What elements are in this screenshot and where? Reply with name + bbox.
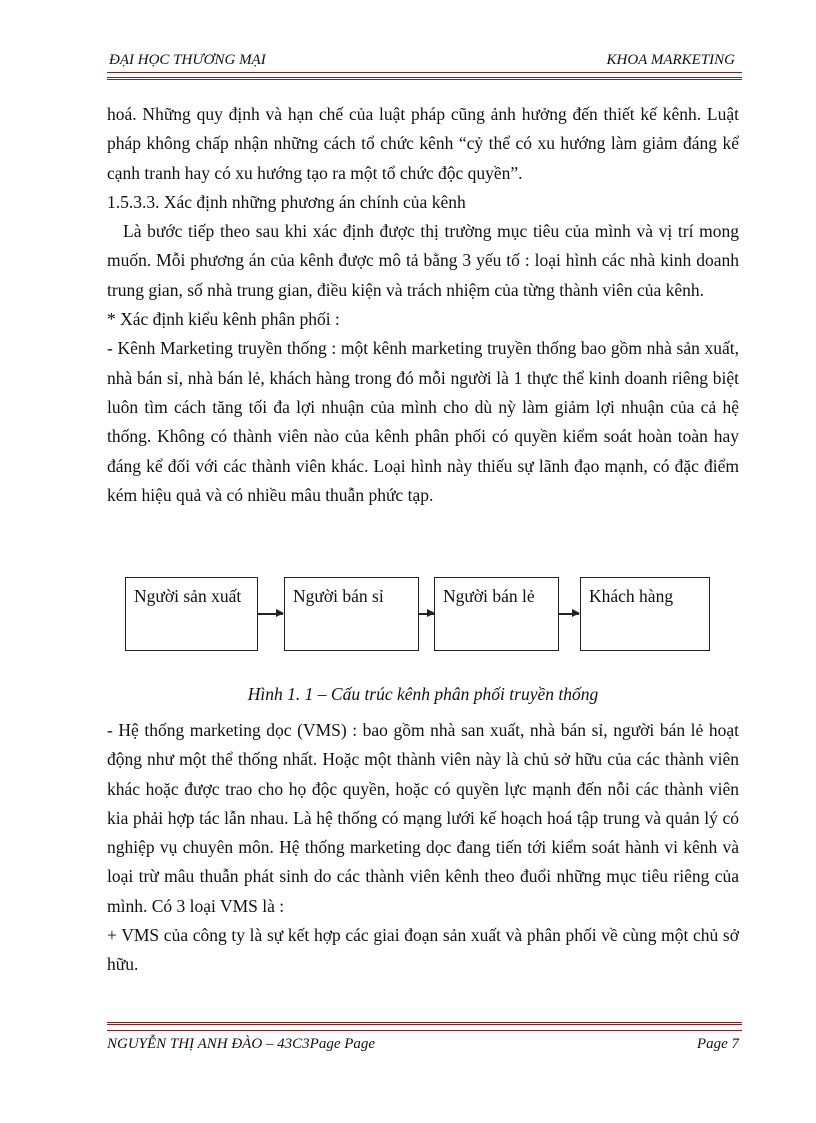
footer-rule	[107, 1022, 742, 1031]
arrow-3	[559, 613, 579, 615]
box-retailer: Người bán lẻ	[434, 577, 559, 651]
arrow-2	[419, 613, 434, 615]
box-customer: Khách hàng	[580, 577, 710, 651]
paragraph-traditional: - Kênh Marketing truyền thống : một kênh marketing truyền thống bao gồm nhà sản xuất, nhà bán sỉ, nhà bán lẻ, khách hàng trong đó mỗi người là 1 thực thể kinh doanh riêng biệt luôn tìm cách tăng tối đa lợi nhuận của mình cho dù nỳ làm giảm lợi nhuận của cả hệ thống. Không có thành viên nào của kênh phân phối có quyền kiểm soát hoàn toàn hay đáng kể đối với các thành viên khác. Loại hình này thiếu sự lãnh đạo mạnh, có đặc điểm kém hiệu quả và có nhiều mâu thuẫn phức tạp.	[107, 338, 739, 505]
section-heading: 1.5.3.3. Xác định những phương án chính của kênh	[107, 191, 466, 212]
paragraph-options: Là bước tiếp theo sau khi xác định được thị trường mục tiêu của mình và vị trí mong muốn. Mỗi phương án của kênh được mô tả bằng 3 yếu tố : loại hình các nhà kinh doanh trung gian, số nhà trung gian, điều kiện và trách nhiệm của từng thành viên của kênh.	[107, 221, 739, 300]
body-bottom	[107, 716, 739, 980]
page-header	[107, 50, 735, 74]
header-faculty: KHOA MARKETING	[606, 52, 735, 68]
body-top	[107, 100, 739, 510]
header-rule	[107, 72, 742, 80]
channel-diagram	[125, 577, 710, 657]
box-wholesaler: Người bán sỉ	[284, 577, 419, 651]
arrow-1	[258, 613, 283, 615]
page-number: Page 7	[696, 1036, 739, 1052]
page-footer	[107, 1034, 739, 1058]
paragraph-corporate-vms: + VMS của công ty là sự kết hợp các giai đoạn sản xuất và phân phối về cùng một chủ sở hữu.	[107, 925, 739, 975]
paragraph-law: hoá. Những quy định và hạn chế của luật pháp cũng ảnh hưởng đến thiết kế kênh. Luật pháp không chấp nhận những cách tổ chức kênh “cỷ thể có xu hướng làm giảm đáng kể cạnh tranh hay có xu hướng tạo ra một tổ chức độc quyền”.	[107, 104, 739, 183]
box-producer: Người sản xuất	[125, 577, 258, 651]
footer-author: NGUYỄN THỊ ANH ĐÀO – 43C3Page Page	[107, 1036, 376, 1052]
figure-caption: Hình 1. 1 – Cấu trúc kênh phân phối truyền thống	[247, 684, 599, 704]
header-university: ĐẠI HỌC THƯƠNG MẠI	[109, 52, 266, 68]
paragraph-vms: - Hệ thống marketing dọc (VMS) : bao gồm nhà san xuất, nhà bán sỉ, người bán lẻ hoạt động như một thể thống nhất. Hoặc một thành viên này là chủ sở hữu của các thành viên khác hoặc được trao cho họ độc quyền, hoặc có quyền lực mạnh đến nỗi các thành viên kia phải hợp tác lẫn nhau. Là hệ thống có mạng lưới kế hoạch hoá tập trung và quản lý có nghiệp vụ chuyên môn. Hệ thống marketing dọc đang tiến tới kiểm soát hành vi kênh và loại trừ mâu thuẫn phát sinh do các thành viên kênh theo đuổi những mục tiêu riêng của mình. Có 3 loại VMS là :	[107, 720, 739, 916]
paragraph-channel-type: * Xác định kiểu kênh phân phối :	[107, 309, 340, 330]
